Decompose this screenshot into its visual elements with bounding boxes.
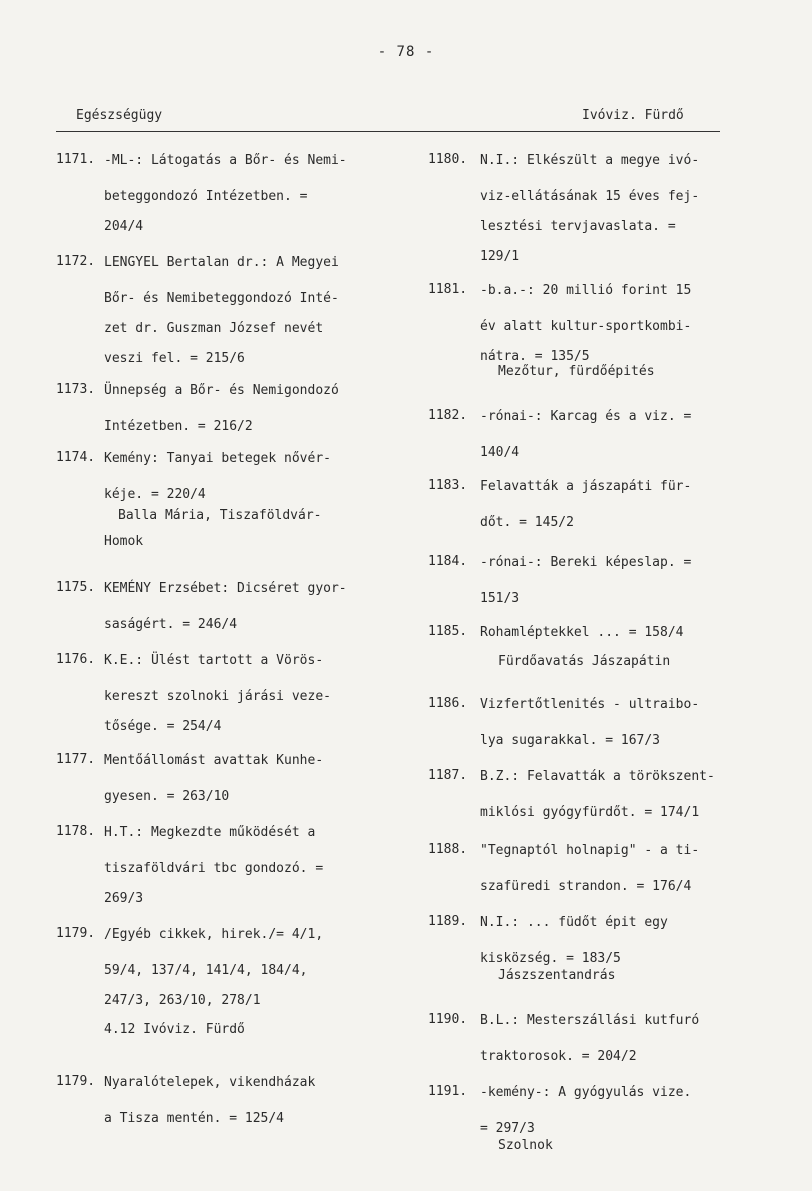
entry-line: 140/4 — [480, 445, 520, 460]
subject-note: Fürdőavatás Jászapátin — [498, 654, 671, 669]
entry-number: 1185. — [428, 624, 468, 639]
entry-number: 1176. — [56, 652, 96, 667]
entry-line: kereszt szolnoki járási veze- — [104, 689, 331, 704]
entry-number: 1173. — [56, 382, 96, 397]
header-section-right: Ivóviz. Fürdő — [582, 108, 684, 123]
entry-line: gyesen. = 263/10 — [104, 789, 230, 804]
entry-line: Kemény: Tanyai betegek nővér- — [104, 451, 331, 466]
entry-line: beteggondozó Intézetben. = — [104, 189, 308, 204]
subject-note: Balla Mária, Tiszaföldvár- — [118, 508, 322, 523]
entry-number: 1184. — [428, 554, 468, 569]
entry-line: miklósi gyógyfürdőt. = 174/1 — [480, 805, 700, 820]
entry-number: 1178. — [56, 824, 96, 839]
entry-line: -rónai-: Karcag és a viz. = — [480, 409, 692, 424]
entry-line: veszi fel. = 215/6 — [104, 351, 245, 366]
entry-line: Ünnepség a Bőr- és Nemigondozó — [104, 383, 339, 398]
entry-line: a Tisza mentén. = 125/4 — [104, 1111, 285, 1126]
entry-line: Rohamléptekkel ... = 158/4 — [480, 625, 684, 640]
entry-line: 204/4 — [104, 219, 144, 234]
entry-line: -kemény-: A gyógyulás vize. — [480, 1085, 692, 1100]
entry-number: 1188. — [428, 842, 468, 857]
entry-line: 59/4, 137/4, 141/4, 184/4, — [104, 963, 308, 978]
entry-line: viz-ellátásának 15 éves fej- — [480, 189, 700, 204]
subject-note: Szolnok — [498, 1138, 553, 1153]
entry-line: lya sugarakkal. = 167/3 — [480, 733, 661, 748]
running-header — [76, 108, 722, 130]
entry-line: szafüredi strandon. = 176/4 — [480, 879, 692, 894]
entry-number: 1172. — [56, 254, 96, 269]
entry-line: kéje. = 220/4 — [104, 487, 206, 502]
entry-line: tiszaföldvári tbc gondozó. = — [104, 861, 324, 876]
entry-number: 1180. — [428, 152, 468, 167]
entry-line: 247/3, 263/10, 278/1 — [104, 993, 261, 1008]
entry-line: 151/3 — [480, 591, 520, 606]
entry-number: 1181. — [428, 282, 468, 297]
entry-line: -b.a.-: 20 millió forint 15 — [480, 283, 692, 298]
page-number: - 78 - — [377, 44, 435, 60]
entry-line: Vizfertőtlenités - ultraibo- — [480, 697, 700, 712]
entry-number: 1191. — [428, 1084, 468, 1099]
entry-line: dőt. = 145/2 — [480, 515, 574, 530]
section-heading: 4.12 Ivóviz. Fürdő — [104, 1022, 245, 1037]
entry-line: lesztési tervjavaslata. = — [480, 219, 676, 234]
entry-line: saságért. = 246/4 — [104, 617, 238, 632]
entry-number: 1190. — [428, 1012, 468, 1027]
entry-number: 1182. — [428, 408, 468, 423]
entry-line: Nyaralótelepek, vikendházak — [104, 1075, 316, 1090]
entry-line: H.T.: Megkezdte működését a — [104, 825, 316, 840]
entry-number: 1177. — [56, 752, 96, 767]
entry-line: Mentőállomást avattak Kunhe- — [104, 753, 324, 768]
entry-line: K.E.: Ülést tartott a Vörös- — [104, 653, 324, 668]
entry-number: 1186. — [428, 696, 468, 711]
entry-line: év alatt kultur-sportkombi- — [480, 319, 692, 334]
entry-line: Intézetben. = 216/2 — [104, 419, 253, 434]
entry-line: 129/1 — [480, 249, 520, 264]
entry-line: N.I.: Elkészült a megye ivó- — [480, 153, 700, 168]
header-rule — [56, 131, 720, 132]
subject-note: Homok — [104, 534, 144, 549]
entry-line: -ML-: Látogatás a Bőr- és Nemi- — [104, 153, 347, 168]
entry-line: B.L.: Mesterszállási kutfuró — [480, 1013, 700, 1028]
entry-line: Felavatták a jászapáti für- — [480, 479, 692, 494]
entry-line: tősége. = 254/4 — [104, 719, 222, 734]
entry-line: "Tegnaptól holnapig" - a ti- — [480, 843, 700, 858]
subject-note: Mezőtur, fürdőépités — [498, 364, 655, 379]
entry-line: N.I.: ... füdőt épit egy — [480, 915, 668, 930]
entry-number: 1174. — [56, 450, 96, 465]
entry-number: 1189. — [428, 914, 468, 929]
entry-number: 1171. — [56, 152, 96, 167]
entry-line: /Egyéb cikkek, hirek./= 4/1, — [104, 927, 324, 942]
entry-line: = 297/3 — [480, 1121, 535, 1136]
entry-line: nátra. = 135/5 — [480, 349, 590, 364]
header-section-left: Egészségügy — [76, 108, 163, 123]
entry-line: zet dr. Guszman József nevét — [104, 321, 324, 336]
entry-line: KEMÉNY Erzsébet: Dicséret gyor- — [104, 581, 347, 596]
entry-number: 1183. — [428, 478, 468, 493]
entry-number: 1175. — [56, 580, 96, 595]
entry-line: LENGYEL Bertalan dr.: A Megyei — [104, 255, 339, 270]
entry-number: 1179. — [56, 1074, 96, 1089]
entry-number: 1179. — [56, 926, 96, 941]
entry-line: -rónai-: Bereki képeslap. = — [480, 555, 692, 570]
entry-line: B.Z.: Felavatták a törökszent- — [480, 769, 715, 784]
entry-number: 1187. — [428, 768, 468, 783]
entry-line: kisközség. = 183/5 — [480, 951, 621, 966]
subject-note: Jászszentandrás — [498, 968, 616, 983]
entry-line: Bőr- és Nemibeteggondozó Inté- — [104, 291, 339, 306]
entry-line: traktorosok. = 204/2 — [480, 1049, 637, 1064]
entry-line: 269/3 — [104, 891, 144, 906]
